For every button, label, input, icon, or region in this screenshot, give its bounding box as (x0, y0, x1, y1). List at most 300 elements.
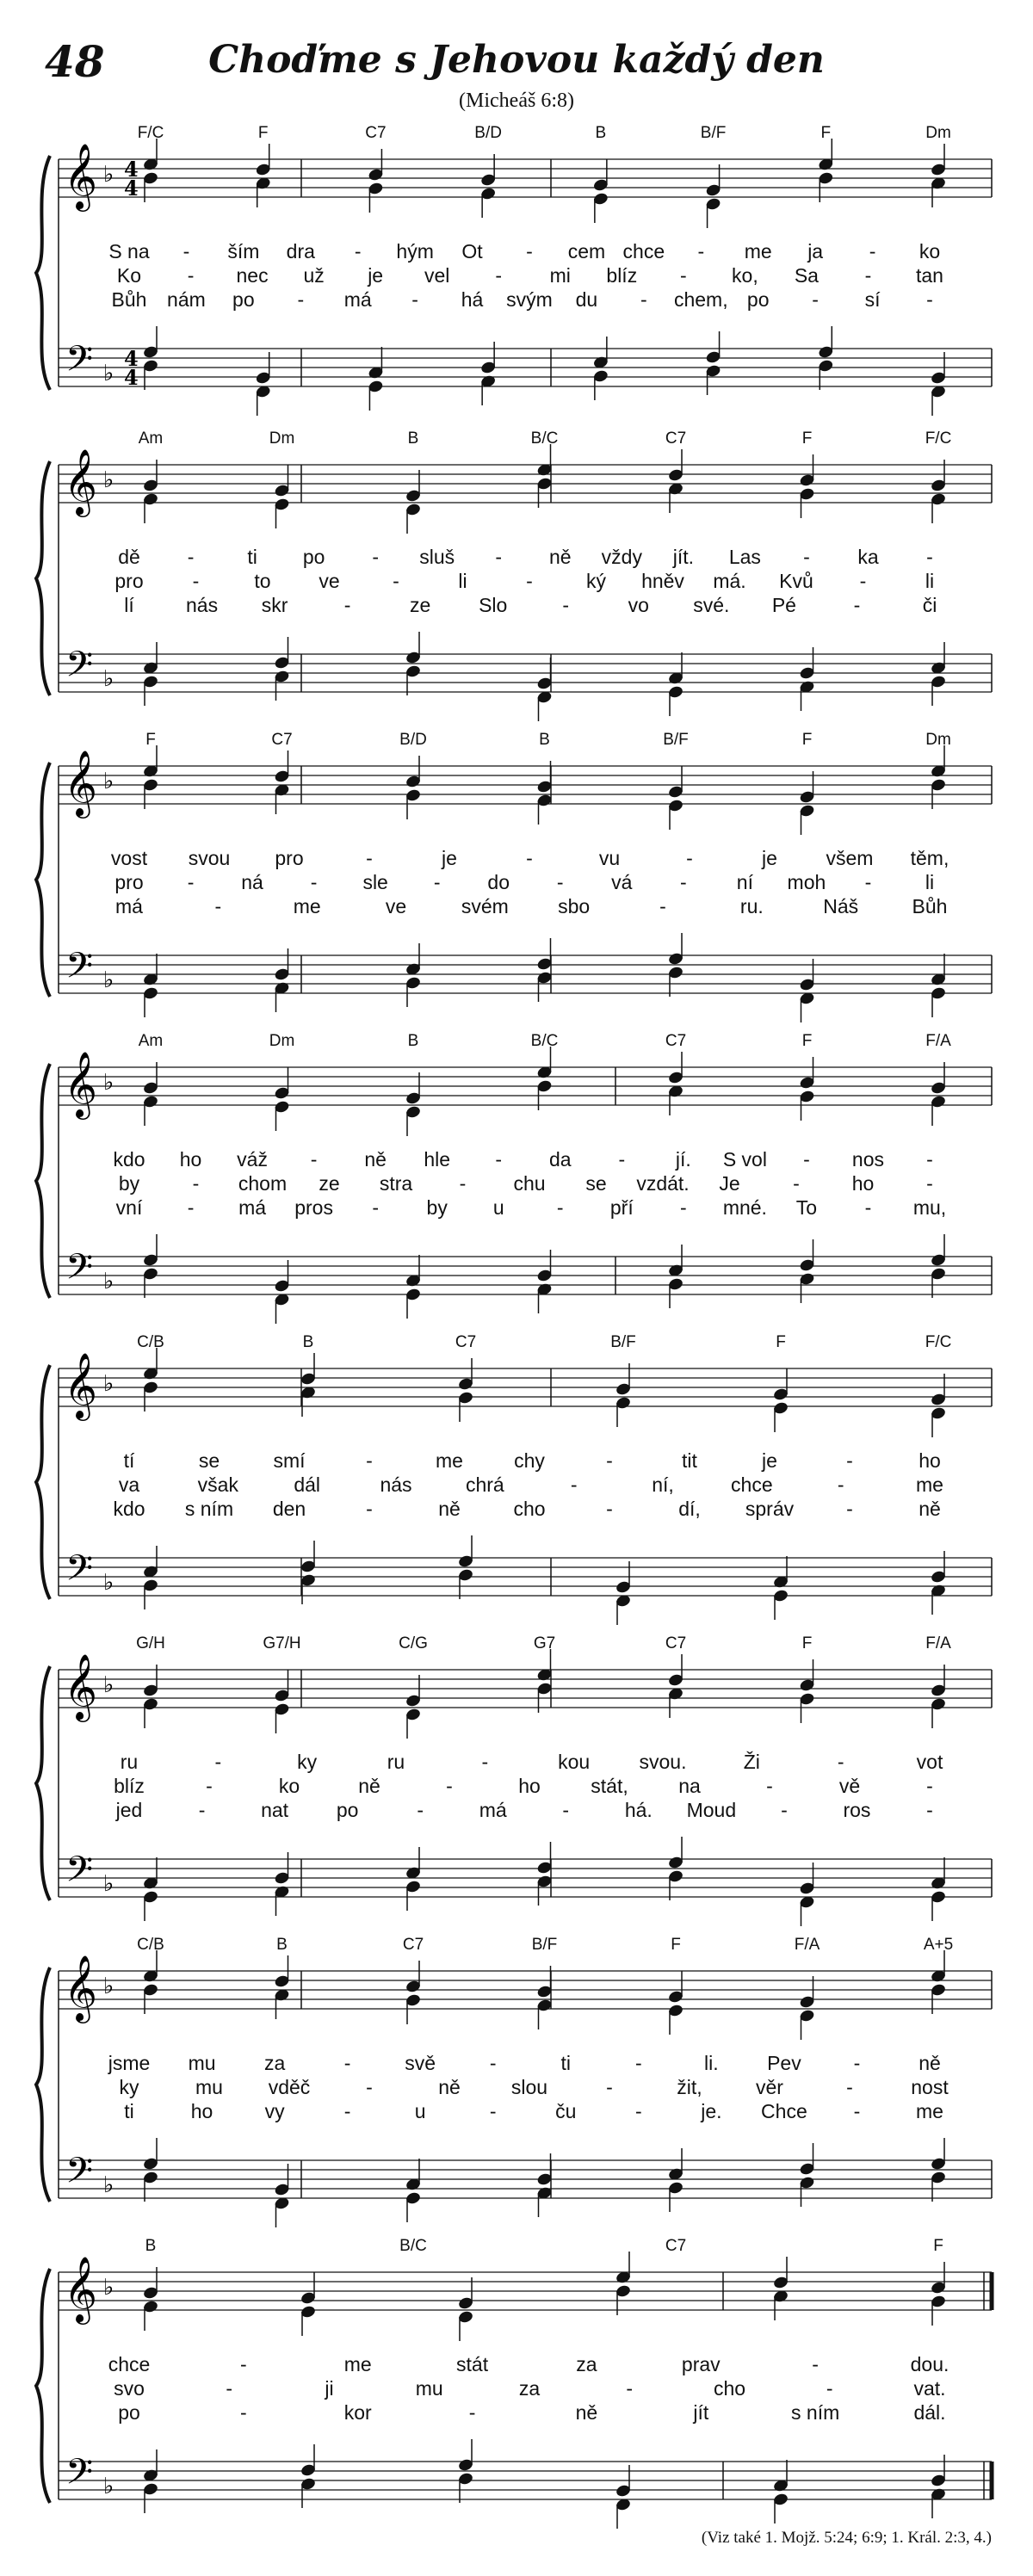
lyric-syllable: ka (857, 546, 879, 568)
lyric-syllable: sle (362, 871, 388, 893)
lyric-syllable: - (446, 1775, 453, 1797)
lyric-syllable: S na (108, 240, 150, 263)
chord-symbol: F (801, 429, 813, 448)
lyric-syllable: - (864, 264, 872, 287)
lyric-syllable: ní, (652, 1473, 674, 1496)
lyric-syllable: za (263, 2052, 286, 2074)
bass-staff (59, 2462, 992, 2499)
lyric-syllable: - (459, 1172, 467, 1195)
lyric-syllable: ti (247, 546, 257, 568)
system-svg (0, 2233, 1033, 2526)
lyric-syllable: - (297, 288, 305, 311)
lyric-syllable: li (458, 570, 467, 592)
chord-symbol: B/D (399, 731, 427, 749)
key-flat-icon: ♭ (103, 1371, 114, 1397)
system-4 (0, 1029, 1033, 1321)
lyric-syllable: - (411, 288, 418, 311)
lyric-syllable: své. (693, 594, 730, 616)
lyric-syllable: ros (843, 1799, 871, 1821)
lyric-syllable: ko (278, 1775, 300, 1797)
key-flat-icon: ♭ (103, 666, 114, 692)
lyric-syllable: ko (919, 240, 941, 263)
lyric-syllable: Chce (761, 2100, 807, 2122)
system-3 (0, 727, 1033, 1020)
lyric-syllable: chce (731, 1473, 773, 1496)
lyric-syllable: mu (195, 2076, 223, 2098)
lyric-syllable: nec (236, 264, 269, 287)
lyric-syllable: me (916, 2100, 943, 2122)
lyric-syllable: chce (108, 2353, 151, 2375)
lyric-syllable: svém (461, 895, 509, 917)
lyric-syllable: jít (693, 2401, 709, 2424)
lyric-syllable: li (925, 570, 935, 592)
lyric-syllable: ho (851, 1172, 875, 1195)
lyric-syllable: Moud (686, 1799, 737, 1821)
lyric-syllable: po (118, 2401, 140, 2424)
lyric-syllable: tit (682, 1449, 697, 1472)
lyric-syllable: Náš (823, 895, 859, 917)
chord-symbol: Dm (925, 731, 951, 749)
key-flat-icon: ♭ (103, 467, 114, 493)
lyric-syllable: - (640, 288, 647, 311)
lyric-syllable: sluš (419, 546, 455, 568)
lyric-syllable: ho (919, 1449, 941, 1472)
lyric-syllable: cho (513, 1498, 546, 1520)
lyric-syllable: má (115, 895, 143, 917)
lyric-syllable: - (214, 895, 222, 917)
lyric-syllable: dou. (910, 2353, 949, 2375)
lyric-syllable: - (926, 1775, 933, 1797)
lyric-syllable: me (916, 1473, 943, 1496)
bass-clef-icon: 𝄢 (65, 2451, 94, 2501)
lyric-syllable: Bůh (912, 895, 948, 917)
key-flat-icon: ♭ (103, 1974, 114, 1999)
system-svg (0, 1631, 1033, 1924)
lyric-syllable: vděč (268, 2076, 311, 2098)
system-svg (0, 1330, 1033, 1622)
lyric-syllable: - (846, 2076, 853, 2098)
lyric-syllable: u (492, 1196, 504, 1219)
lyric-syllable: Sa (794, 264, 819, 287)
treble-staff (59, 1971, 992, 2009)
lyric-syllable: vždy (601, 546, 642, 568)
lyric-syllable: - (354, 240, 362, 263)
lyric-syllable: vy (264, 2100, 285, 2122)
treble-clef-icon: 𝄞 (64, 1653, 98, 1720)
lyric-syllable: Pé (771, 594, 796, 616)
chord-symbol: A+5 (923, 1936, 954, 1954)
lyric-syllable: - (680, 264, 687, 287)
bass-clef-icon: 𝄢 (65, 2150, 94, 2200)
lyric-syllable: - (634, 2100, 642, 2122)
lyric-syllable: - (926, 1172, 933, 1195)
lyric-syllable: - (495, 264, 503, 287)
lyric-syllable: kdo (113, 1498, 145, 1520)
time-signature-top: 4 (124, 157, 139, 182)
lyric-syllable: - (864, 1196, 872, 1219)
lyric-syllable: - (526, 570, 533, 592)
lyric-syllable: tí (123, 1449, 135, 1472)
chord-symbol: B/C (530, 429, 559, 448)
lyric-syllable: vo (628, 594, 649, 616)
treble-clef-icon: 𝄞 (64, 448, 98, 515)
lyric-syllable: jed (115, 1799, 143, 1821)
lyric-syllable: vní (115, 1196, 143, 1219)
lyric-syllable: chem, (673, 288, 728, 311)
lyric-syllable: ký (586, 570, 606, 592)
chord-symbol: C7 (271, 731, 293, 749)
lyric-syllable: - (226, 2377, 233, 2400)
chord-symbol: B (407, 429, 419, 448)
brace (36, 156, 50, 390)
brace (36, 1064, 50, 1298)
lyric-syllable: za (518, 2377, 541, 2400)
lyric-syllable: pro (114, 570, 144, 592)
lyric-syllable: prav (681, 2353, 721, 2375)
lyric-syllable: - (803, 1148, 810, 1171)
lyric-syllable: je. (701, 2100, 722, 2122)
lyric-syllable: - (837, 1473, 844, 1496)
lyric-syllable: - (240, 2401, 247, 2424)
lyric-syllable: - (526, 847, 533, 869)
lyric-syllable: s ním (791, 2401, 840, 2424)
lyric-syllable: nat (261, 1799, 289, 1821)
lyric-syllable: ču (555, 2100, 577, 2122)
lyric-syllable: - (187, 1196, 195, 1219)
lyric-syllable: - (680, 1196, 687, 1219)
lyric-syllable: stát (456, 2353, 489, 2375)
lyric-syllable: cho (713, 2377, 746, 2400)
lyric-syllable: - (606, 2076, 613, 2098)
lyric-syllable: - (495, 1148, 503, 1171)
lyric-syllable: - (343, 2100, 351, 2122)
lyric-syllable: - (853, 594, 861, 616)
chord-symbol: Dm (269, 1032, 295, 1050)
lyric-syllable: ně (364, 1148, 387, 1171)
lyric-syllable: há (461, 288, 484, 311)
lyric-syllable: - (562, 594, 570, 616)
treble-clef-icon: 𝄞 (64, 2256, 98, 2322)
lyric-syllable: dí, (678, 1498, 701, 1520)
lyric-syllable: je (762, 847, 777, 869)
lyric-syllable: vel (424, 264, 450, 287)
lyric-syllable: ve (319, 570, 340, 592)
lyric-syllable: - (853, 2052, 861, 2074)
lyric-syllable: - (489, 2052, 497, 2074)
bass-staff (59, 1859, 992, 1897)
lyric-syllable: ru. (739, 895, 764, 917)
chord-symbol: F (776, 1333, 786, 1351)
lyric-syllable: smí (273, 1449, 306, 1472)
lyric-syllable: pros (294, 1196, 333, 1219)
song-number: 48 (45, 36, 105, 87)
chord-symbol: F/C (925, 1333, 952, 1351)
lyric-syllable: - (606, 1498, 613, 1520)
lyric-syllable: va (118, 1473, 140, 1496)
lyric-syllable: moh (787, 871, 826, 893)
lyric-syllable: ti (124, 2100, 134, 2122)
lyric-syllable: - (468, 2401, 476, 2424)
lyric-syllable: ky (119, 2076, 139, 2098)
system-6 (0, 1631, 1033, 1924)
lyric-syllable: vá (611, 871, 633, 893)
lyric-syllable: - (343, 2052, 351, 2074)
chord-symbol: F/C (925, 429, 952, 448)
lyric-syllable: - (495, 546, 503, 568)
lyric-syllable: Slo (479, 594, 508, 616)
lyric-syllable: - (206, 1775, 213, 1797)
system-5 (0, 1330, 1033, 1622)
system-svg (0, 1932, 1033, 2225)
lyric-syllable: nás (185, 594, 219, 616)
chord-symbol: F/C (137, 124, 164, 142)
lyric-syllable: hým (396, 240, 434, 263)
lyric-syllable: - (634, 2052, 642, 2074)
lyric-syllable: svou (188, 847, 231, 869)
lyric-syllable: - (869, 240, 876, 263)
lyric-syllable: vot (916, 1751, 943, 1773)
lyric-syllable: Bůh (111, 288, 147, 311)
lyric-syllable: by (118, 1172, 140, 1195)
lyric-syllable: věr (756, 2076, 783, 2098)
lyric-syllable: - (240, 2353, 247, 2375)
lyric-syllable: - (187, 546, 195, 568)
bass-staff (59, 1558, 992, 1596)
chord-symbol: F (671, 1936, 681, 1954)
lyric-syllable: blíz (114, 1775, 145, 1797)
lyric-syllable: nost (911, 2076, 949, 2098)
lyric-syllable: je (762, 1449, 777, 1472)
lyric-syllable: - (926, 1148, 933, 1171)
system-8 (0, 2233, 1033, 2526)
lyric-syllable: po (746, 288, 770, 311)
lyric-syllable: ně (358, 1775, 380, 1797)
lyric-syllable: mné. (722, 1196, 767, 1219)
brace (36, 1968, 50, 2202)
lyric-syllable: da (548, 1148, 572, 1171)
lyric-syllable: mu, (912, 1196, 947, 1219)
chord-symbol: F/A (925, 1634, 951, 1652)
lyric-syllable: Pev (767, 2052, 801, 2074)
lyric-syllable: - (846, 1449, 853, 1472)
brace (36, 1666, 50, 1900)
lyric-syllable: ji (325, 2377, 334, 2400)
key-flat-icon: ♭ (103, 361, 114, 386)
brace (36, 461, 50, 695)
lyric-syllable: by (426, 1196, 448, 1219)
key-flat-icon: ♭ (103, 2474, 114, 2499)
lyric-syllable: - (606, 1449, 613, 1472)
lyric-syllable: - (366, 1449, 373, 1472)
lyric-syllable: ze (319, 1172, 340, 1195)
bass-staff (59, 955, 992, 993)
lyric-syllable: - (366, 1498, 373, 1520)
lyric-syllable: - (556, 1196, 564, 1219)
lyric-syllable: - (926, 1799, 933, 1821)
treble-staff (59, 1067, 992, 1105)
lyric-syllable: správ (745, 1498, 795, 1520)
lyric-syllable: svě (405, 2052, 436, 2074)
lyric-syllable: nos (851, 1148, 885, 1171)
lyric-syllable: je (442, 847, 457, 869)
chord-symbol: F (820, 124, 832, 142)
bass-clef-icon: 𝄢 (65, 338, 94, 388)
lyric-syllable: dál (294, 1473, 321, 1496)
lyric-syllable: Las (728, 546, 761, 568)
lyric-syllable: kou (558, 1751, 591, 1773)
lyric-syllable: ho (518, 1775, 541, 1797)
lyric-syllable: u (414, 2100, 426, 2122)
lyric-syllable: chrá (465, 1473, 504, 1496)
chord-symbol: B (145, 2237, 157, 2255)
lyric-syllable: jí. (675, 1148, 691, 1171)
lyric-syllable: hle (424, 1148, 451, 1171)
lyric-syllable: kor (343, 2401, 372, 2424)
lyric-syllable: všem (826, 847, 874, 869)
chord-symbol: F (933, 2237, 943, 2255)
system-svg (0, 426, 1033, 719)
lyric-syllable: hněv (641, 570, 684, 592)
lyric-syllable: chom (238, 1172, 288, 1195)
lyric-syllable: ně (575, 2401, 598, 2424)
lyric-syllable: vě (838, 1775, 861, 1797)
chord-symbol: C/G (399, 1634, 428, 1652)
lyric-syllable: Ži (743, 1751, 760, 1773)
lyric-syllable: má (238, 1196, 267, 1219)
lyric-syllable: - (680, 871, 687, 893)
chord-symbol: B/C (530, 1032, 559, 1050)
lyric-syllable: ru (120, 1751, 139, 1773)
time-signature-bottom: 4 (124, 176, 139, 201)
chord-symbol: C7 (455, 1333, 477, 1351)
lyric-syllable: - (310, 1148, 318, 1171)
chord-symbol: B/F (663, 731, 689, 749)
chord-symbol: C7 (665, 429, 687, 448)
lyric-syllable: však (197, 1473, 238, 1496)
key-flat-icon: ♭ (103, 162, 114, 188)
lyric-syllable: lí (124, 594, 134, 616)
lyric-syllable: jsme (108, 2052, 151, 2074)
lyric-syllable: - (766, 1775, 773, 1797)
lyric-syllable: Je (719, 1172, 740, 1195)
lyric-syllable: ze (410, 594, 431, 616)
chord-symbol: C7 (402, 1936, 424, 1954)
lyric-syllable: stra (379, 1172, 413, 1195)
chord-symbol: Dm (925, 124, 951, 142)
system-1 (0, 120, 1033, 413)
bass-staff (59, 349, 992, 386)
lyric-syllable: na (678, 1775, 701, 1797)
lyric-syllable: - (864, 871, 872, 893)
lyric-syllable: mu (415, 2377, 443, 2400)
lyric-syllable: - (433, 871, 441, 893)
lyric-syllable: po (336, 1799, 359, 1821)
lyric-syllable: - (393, 570, 399, 592)
lyric-syllable: - (526, 240, 533, 263)
lyric-syllable: tan (916, 264, 943, 287)
lyric-syllable: to (254, 570, 271, 592)
lyric-syllable: vzdát. (636, 1172, 690, 1195)
lyric-syllable: pří (609, 1196, 634, 1219)
chord-symbol: B/F (700, 124, 727, 142)
lyric-syllable: ně (438, 2076, 461, 2098)
chord-symbol: B/F (531, 1936, 558, 1954)
lyric-syllable: - (372, 546, 379, 568)
treble-clef-icon: 𝄞 (64, 143, 98, 209)
lyric-syllable: či (922, 594, 937, 616)
bass-staff (59, 1257, 992, 1294)
lyric-syllable: slou (510, 2076, 548, 2098)
chord-symbol: Am (138, 429, 164, 448)
lyric-syllable: mi (549, 264, 571, 287)
chord-symbol: B/D (474, 124, 502, 142)
lyric-syllable: Kvů (779, 570, 813, 592)
chord-symbol: C/B (137, 1936, 164, 1954)
lyric-syllable: ším (227, 240, 260, 263)
chord-symbol: B/C (399, 2237, 427, 2255)
lyric-syllable: me (744, 240, 772, 263)
lyric-syllable: se (198, 1449, 220, 1472)
lyric-syllable: ru (387, 1751, 405, 1773)
key-flat-icon: ♭ (103, 1672, 114, 1698)
lyric-syllable: Ko (116, 264, 142, 287)
treble-staff (59, 1368, 992, 1406)
key-flat-icon: ♭ (103, 769, 114, 794)
system-7 (0, 1932, 1033, 2225)
lyric-syllable: há. (624, 1799, 653, 1821)
lyric-syllable: dra (286, 240, 315, 263)
lyric-syllable: s ním (184, 1498, 234, 1520)
lyric-syllable: - (556, 871, 564, 893)
lyric-syllable: - (826, 2377, 833, 2400)
lyric-syllable: pro (114, 871, 144, 893)
lyric-syllable: ti (560, 2052, 572, 2074)
lyric-syllable: ně (919, 1498, 941, 1520)
treble-clef-icon: 𝄞 (64, 750, 98, 816)
chord-symbol: F (801, 1032, 813, 1050)
lyric-syllable: je (368, 264, 384, 287)
lyric-syllable: Ot (461, 240, 483, 263)
lyric-syllable: po (302, 546, 325, 568)
lyric-syllable: pro (275, 847, 304, 869)
key-flat-icon: ♭ (103, 2275, 114, 2301)
lyric-syllable: už (303, 264, 325, 287)
lyric-syllable: chu (513, 1172, 546, 1195)
bass-staff (59, 654, 992, 692)
chord-symbol: Am (138, 1032, 164, 1050)
bass-clef-icon: 𝄢 (65, 1246, 94, 1296)
lyric-syllable: sí (864, 288, 881, 311)
key-flat-icon: ♭ (103, 2172, 114, 2198)
lyric-syllable: - (192, 570, 200, 592)
lyric-syllable: me (293, 895, 321, 917)
time-signature-top: 4 (124, 346, 139, 371)
chord-symbol: C7 (665, 1634, 687, 1652)
brace (36, 763, 50, 997)
lyric-syllable: svou. (639, 1751, 687, 1773)
treble-staff (59, 465, 992, 503)
lyric-syllable: - (192, 1172, 200, 1195)
lyric-syllable: - (686, 847, 693, 869)
lyric-syllable: - (214, 1751, 222, 1773)
brace (36, 2269, 50, 2503)
system-svg (0, 727, 1033, 1020)
lyric-syllable: - (366, 2076, 373, 2098)
lyric-syllable: váž (237, 1148, 268, 1171)
lyric-syllable: - (853, 2100, 861, 2122)
lyric-syllable: nám (167, 288, 206, 311)
lyric-syllable: stát, (591, 1775, 628, 1797)
